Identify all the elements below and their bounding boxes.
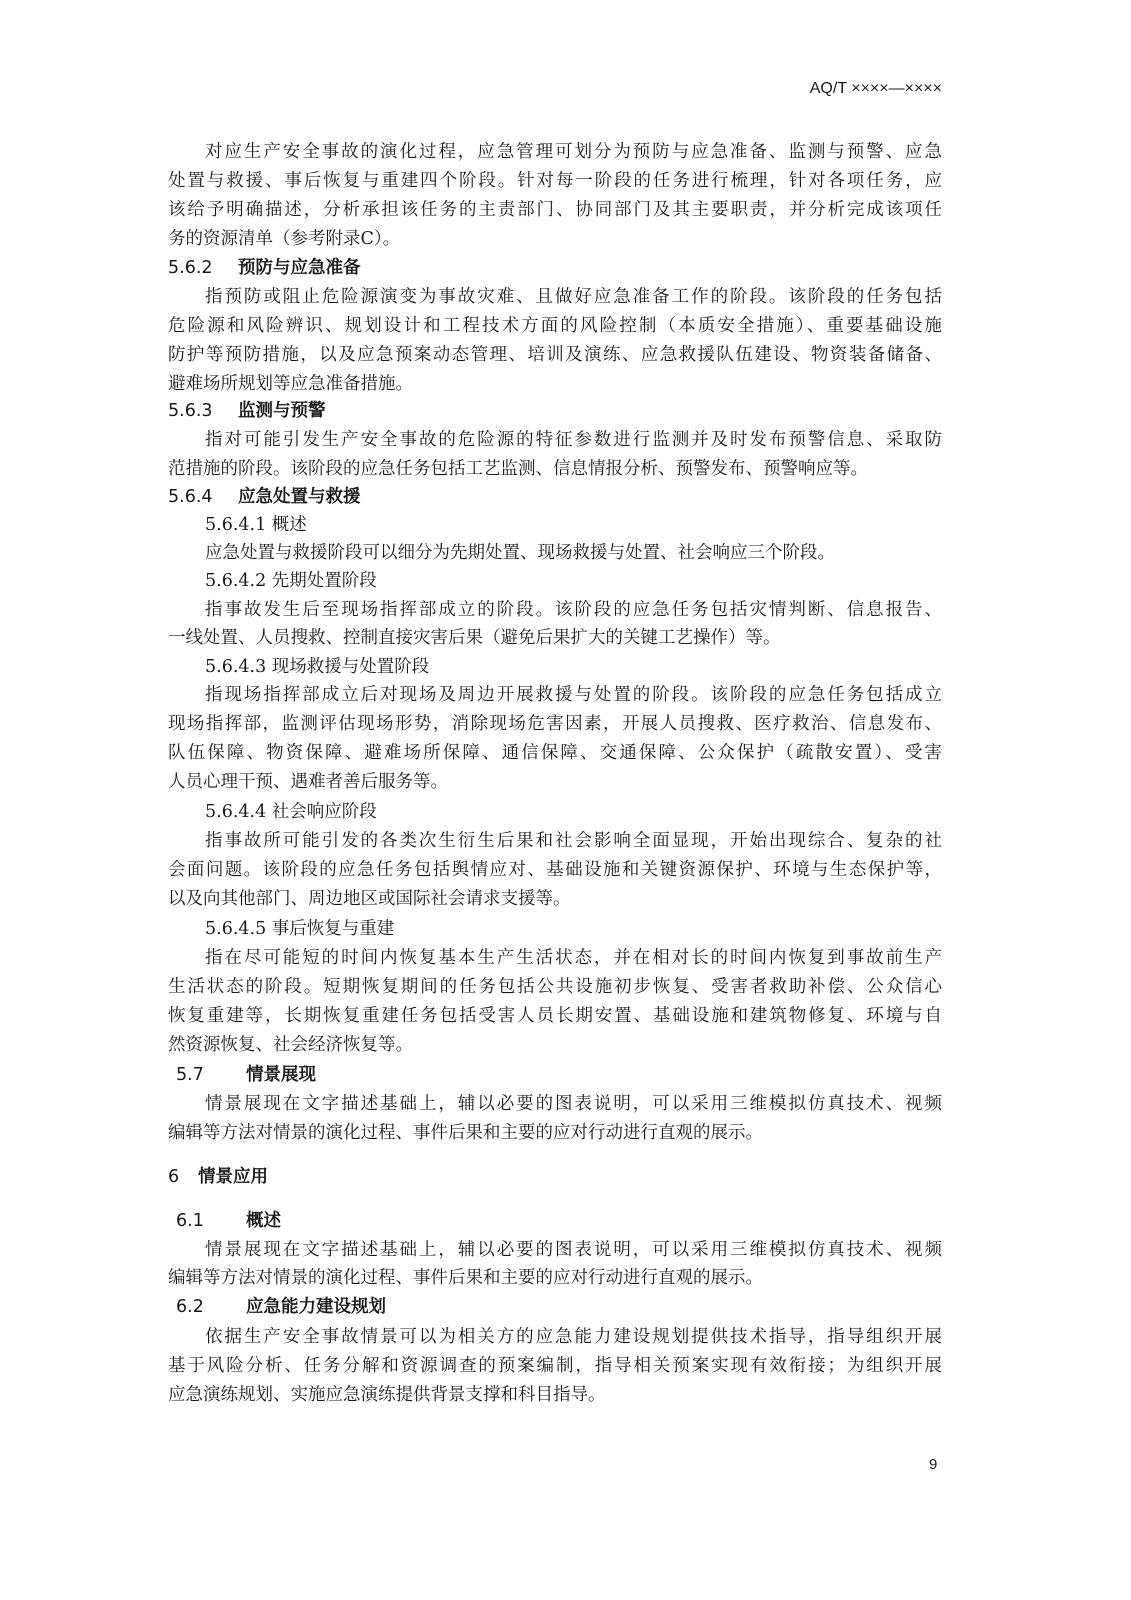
paragraph-line: 依据生产安全事故情景可以为相关方的应急能力建设规划提供技术指导，指导组织开展 <box>205 1327 942 1347</box>
paragraph-line: 指在尽可能短的时间内恢复基本生产生活状态，并在相对长的时间内恢复到事故前生产 <box>205 948 942 968</box>
heading-title: 预防与应急准备 <box>238 258 361 278</box>
heading-number: 5.6.2 <box>168 258 213 278</box>
paragraph-line: 人员心理干预、遇难者善后服务等。 <box>168 772 448 792</box>
subsection-heading: 5.6.4.1 概述 <box>205 515 307 535</box>
section-heading <box>168 484 942 510</box>
paragraph-line: 指事故所可能引发的各类次生衍生后果和社会影响全面显现，开始出现综合、复杂的社 <box>205 831 942 851</box>
paragraph-line: 恢复重建等，长期恢复重建任务包括受害人员长期安置、基础设施和建筑物修复、环境与自 <box>168 1006 942 1026</box>
paragraph-line: 应急处置与救援阶段可以细分为先期处置、现场救援与处置、社会响应三个阶段。 <box>205 543 835 563</box>
heading-number: 5.7 <box>176 1065 204 1085</box>
paragraph-line: 现场指挥部，监测评估现场形势，消除现场危害因素，开展人员搜救、医疗救治、信息发布、 <box>168 714 942 734</box>
heading-number: 5.6.4 <box>168 487 213 507</box>
paragraph-line: 生活状态的阶段。短期恢复期间的任务包括公共设施初步恢复、受害者救助补偿、公众信心 <box>168 977 942 997</box>
page-number: 9 <box>929 1456 938 1473</box>
heading-title: 监测与预警 <box>238 401 326 421</box>
heading-title: 应急能力建设规划 <box>246 1297 386 1317</box>
paragraph-line: 基于风险分析、任务分解和资源调查的预案编制，指导相关预案实现有效衔接；为组织开展 <box>168 1356 942 1376</box>
standard-code-header: AQ/T ××××—×××× <box>809 80 942 97</box>
heading-title: 情景应用 <box>198 1167 268 1187</box>
heading-number: 6.1 <box>176 1211 204 1231</box>
paragraph-line: 对应生产安全事故的演化过程，应急管理可划分为预防与应急准备、监测与预警、应急 <box>205 142 942 162</box>
paragraph-line: 指预防或阻止危险源演变为事故灾难、且做好应急准备工作的阶段。该阶段的任务包括 <box>205 287 942 307</box>
section-heading <box>176 1208 950 1234</box>
chapter-heading <box>168 1164 942 1190</box>
subsection-heading: 5.6.4.3 现场救援与处置阶段 <box>205 657 430 677</box>
paragraph-line: 避难场所规划等应急准备措施。 <box>168 374 413 394</box>
heading-title: 概述 <box>246 1211 281 1231</box>
paragraph-line: 然资源恢复、社会经济恢复等。 <box>168 1035 413 1055</box>
paragraph-line: 情景展现在文字描述基础上，辅以必要的图表说明，可以采用三维模拟仿真技术、视频 <box>205 1094 942 1114</box>
heading-title: 情景展现 <box>246 1065 316 1085</box>
paragraph-line: 编辑等方法对情景的演化过程、事件后果和主要的应对行动进行直观的展示。 <box>168 1123 763 1143</box>
paragraph-line: 一线处置、人员搜救、控制直接灾害后果（避免后果扩大的关键工艺操作）等。 <box>168 628 781 648</box>
section-heading <box>168 255 942 281</box>
paragraph-line: 应急演练规划、实施应急演练提供背景支撑和科目指导。 <box>168 1385 606 1405</box>
paragraph-line: 处置与救援、事后恢复与重建四个阶段。针对每一阶段的任务进行梳理，针对各项任务，应 <box>168 171 942 191</box>
subsection-heading: 5.6.4.2 先期处置阶段 <box>205 571 377 591</box>
paragraph-line: 会面问题。该阶段的应急任务包括舆情应对、基础设施和关键资源保护、环境与生态保护等， <box>168 860 942 880</box>
paragraph-line: 防护等预防措施，以及应急预案动态管理、培训及演练、应急救援队伍建设、物资装备储备、 <box>168 345 942 365</box>
subsection-heading: 5.6.4.4 社会响应阶段 <box>205 802 377 822</box>
heading-title: 应急处置与救援 <box>238 487 361 507</box>
heading-number: 6.2 <box>176 1297 204 1317</box>
paragraph-line: 指事故发生后至现场指挥部成立的阶段。该阶段的应急任务包括灾情判断、信息报告、 <box>205 600 942 620</box>
paragraph-line: 指现场指挥部成立后对现场及周边开展救援与处置的阶段。该阶段的应急任务包括成立 <box>205 685 942 705</box>
paragraph-line: 该给予明确描述，分析承担该任务的主责部门、协同部门及其主要职责，并分析完成该项任 <box>168 200 942 220</box>
section-heading <box>176 1294 950 1320</box>
paragraph-line: 务的资源清单（参考附录C）。 <box>168 229 401 249</box>
subsection-heading: 5.6.4.5 事后恢复与重建 <box>205 919 395 939</box>
paragraph-line: 指对可能引发生产安全事故的危险源的特征参数进行监测并及时发布预警信息、采取防 <box>205 430 942 450</box>
section-heading <box>176 1062 950 1088</box>
section-heading <box>168 398 942 424</box>
paragraph-line: 情景展现在文字描述基础上，辅以必要的图表说明，可以采用三维模拟仿真技术、视频 <box>205 1240 942 1260</box>
paragraph-line: 危险源和风险辨识、规划设计和工程技术方面的风险控制（本质安全措施）、重要基础设施 <box>168 316 942 336</box>
paragraph-line: 编辑等方法对情景的演化过程、事件后果和主要的应对行动进行直观的展示。 <box>168 1268 763 1288</box>
paragraph-line: 队伍保障、物资保障、避难场所保障、通信保障、交通保障、公众保护（疏散安置）、受害 <box>168 743 942 763</box>
heading-number: 5.6.3 <box>168 401 213 421</box>
paragraph-line: 范措施的阶段。该阶段的应急任务包括工艺监测、信息情报分析、预警发布、预警响应等。 <box>168 459 868 479</box>
paragraph-line: 以及向其他部门、周边地区或国际社会请求支援等。 <box>168 889 571 909</box>
heading-number: 6 <box>168 1167 180 1187</box>
